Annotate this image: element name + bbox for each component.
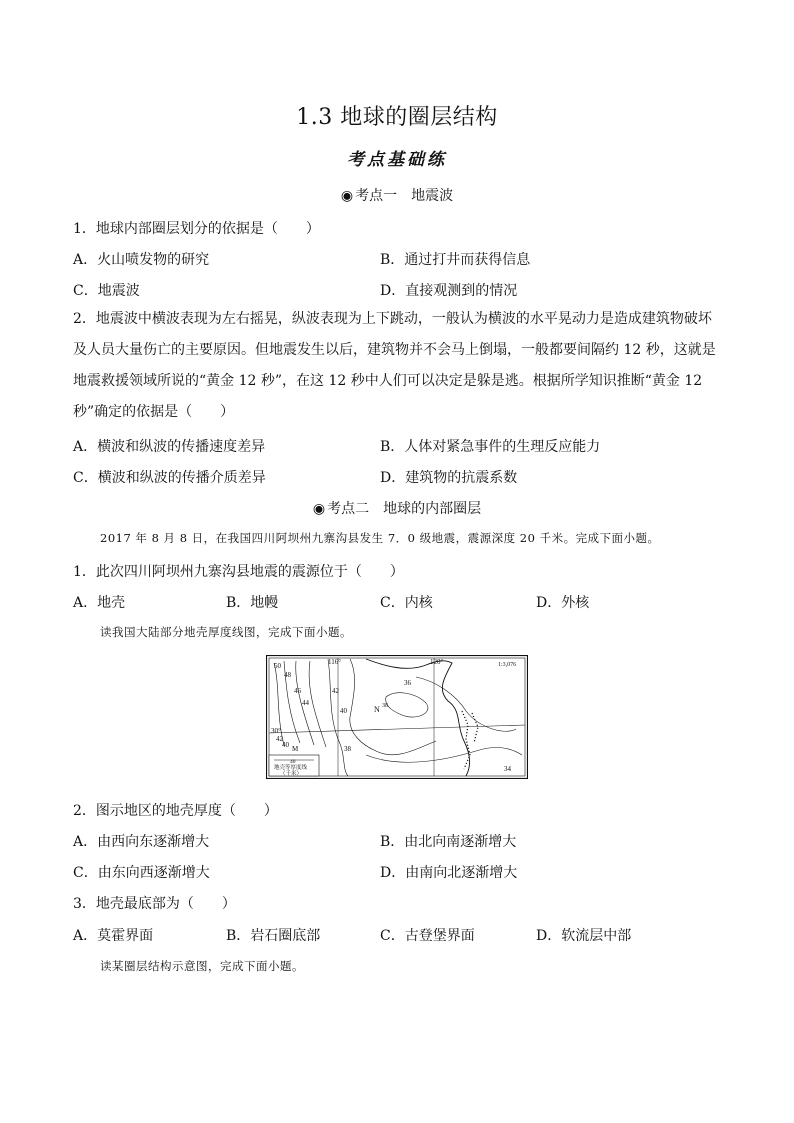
section-heading-2 (0, 498, 794, 518)
map-label: 38 (382, 703, 388, 709)
map-label: 46 (294, 687, 301, 695)
context-note: 读某圈层结构示意图，完成下面小题。 (100, 959, 304, 973)
map-label: 36 (404, 679, 411, 687)
question-stem: 1．此次四川阿坝州九寨沟县地震的震源位于（ ） (73, 564, 404, 580)
option-d: D．建筑物的抗震系数 (380, 470, 518, 486)
map-label: 50 (274, 662, 281, 670)
map-label: 42 (332, 687, 339, 695)
option-d: D．软流层中部 (536, 928, 632, 944)
option-a: A．火山喷发物的研究 (73, 252, 210, 268)
map-point-m: M (292, 745, 299, 753)
section-label: 考点二 地球的内部圈层 (327, 501, 482, 517)
legend-unit: （千米） (280, 771, 303, 777)
map-label: 38 (344, 745, 351, 753)
page-title: 1.3 地球的圈层结构 (296, 105, 498, 130)
map-label: 116° (328, 658, 342, 666)
map-label: 120° (430, 658, 444, 666)
option-c: C．横波和纵波的传播介质差异 (73, 470, 266, 486)
option-c: C．地震波 (73, 283, 140, 299)
option-a: A．莫霍界面 (73, 928, 154, 944)
context-note: 读我国大陆部分地壳厚度线图，完成下面小题。 (100, 625, 352, 639)
option-b: B．岩石圈底部 (226, 928, 321, 944)
section-label: 考点一 地震波 (355, 188, 454, 204)
page-subtitle: 考点基础练 (347, 150, 447, 170)
map-label: 40 (340, 707, 347, 715)
map-label: 48 (284, 671, 291, 679)
option-d: D．直接观测到的情况 (380, 283, 518, 299)
option-c: C．古登堡界面 (380, 928, 475, 944)
question-stem: 2．地震波中横波表现为左右摇晃，纵波表现为上下跳动，一般认为横波的水平晃动力是造成建筑物破坏及人员大量伤亡的主要原因。但地震发生以后，建筑物并不会马上倒塌，一般都要间隔约 12 秒，这就是地震救援领域所说的“黄金 12 秒”，在这 12 秒中人们可以决定是躲是逃。根据所学知识推断“黄金 12 秒”确定的依据是（ ） (73, 311, 716, 420)
legend-title: 地壳等厚度线 (274, 765, 308, 771)
option-d: D．外核 (536, 595, 590, 611)
target-bullet-icon: ◉ (340, 188, 354, 204)
map-point-n: N (374, 705, 380, 714)
option-a: A．由西向东逐渐增大 (73, 834, 210, 850)
map-label: 30° (271, 727, 281, 735)
option-b: B．地幔 (226, 595, 279, 611)
question-stem: 1．地球内部圈层划分的依据是（ ） (73, 221, 320, 237)
option-b: B．通过打井而获得信息 (380, 252, 531, 268)
question-stem: 3．地壳最底部为（ ） (73, 896, 236, 912)
option-d: D．由南向北逐渐增大 (380, 865, 518, 881)
map-label: 42 (276, 735, 283, 743)
map-label: 34 (504, 765, 511, 773)
option-c: C．由东向西逐渐增大 (73, 865, 210, 881)
target-bullet-icon: ◉ (312, 501, 326, 517)
map-label: 40 (282, 741, 289, 749)
section-heading-1 (0, 185, 794, 205)
option-b: B．人体对紧急事件的生理反应能力 (380, 439, 601, 455)
context-note: 2017 年 8 月 8 日，在我国四川阿坝州九寨沟县发生 7．0 级地震，震源深度 20 千米。完成下面小题。 (100, 531, 660, 545)
legend-value: 40 (290, 759, 296, 765)
question-stem: 2．图示地区的地壳厚度（ ） (73, 803, 278, 819)
crust-thickness-map (266, 655, 528, 779)
option-a: A．横波和纵波的传播速度差异 (73, 439, 266, 455)
option-b: B．由北向南逐渐增大 (380, 834, 517, 850)
option-c: C．内核 (380, 595, 433, 611)
map-label: 44 (302, 699, 309, 707)
map-label: 1:3,076 (498, 662, 517, 668)
option-a: A．地壳 (73, 595, 126, 611)
